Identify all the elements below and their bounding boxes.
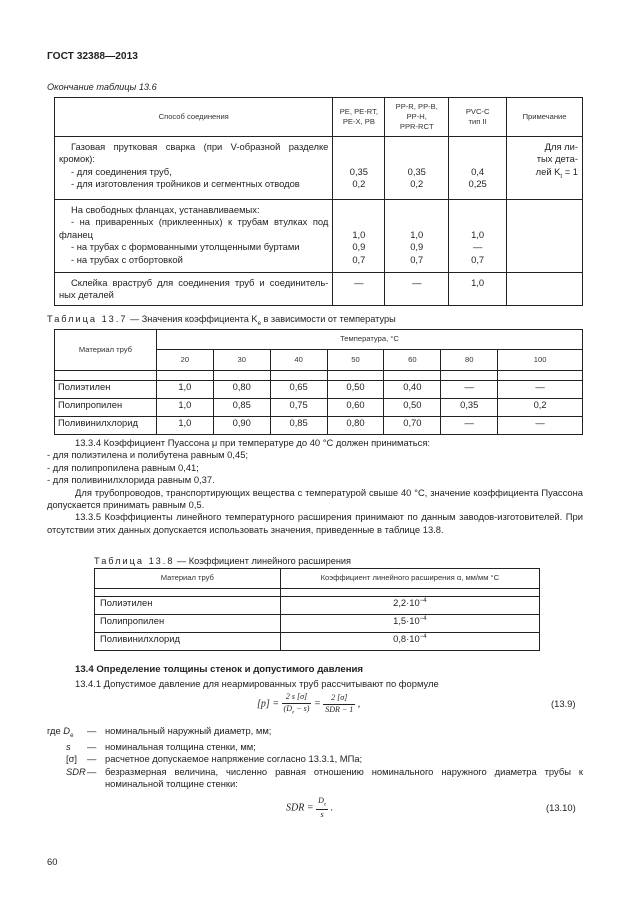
formula-13-10: SDR = $\frac{D_e}{s}$ . [286, 796, 334, 820]
paragraph-13-4-1: 13.4.1 Допустимое давление для неармированных труб рассчитывают по формуле [75, 678, 439, 689]
standard-header: ГОСТ 32388—2013 [47, 51, 138, 62]
table-13-8 [94, 568, 540, 651]
section-heading: 13.4 Определение толщины стенок и допустимого давления [75, 664, 363, 675]
col-note: Примечание [507, 98, 583, 137]
table-row: Полиэтилен 1,0 0,80 0,65 0,50 0,40 — — [55, 381, 583, 399]
col-pvc: PVC-C тип II [449, 98, 507, 137]
table-row: Полипропилен 1,0 0,85 0,75 0,60 0,50 0,35 0,2 [55, 399, 583, 417]
col-material: Материал труб [55, 330, 157, 371]
table-13-6-caption: Окончание таблицы 13.6 [47, 82, 157, 92]
col-pp: PP-R, PP-B, PP-H, PPR-RCT [385, 98, 449, 137]
symbol-legend [47, 725, 583, 790]
col-joint-method: Способ соединения [55, 98, 333, 137]
legend-item: [σ] — расчетное допускаемое напряжение согласно 13.3.1, МПа; [66, 753, 363, 765]
table-13-7-caption: Таблица 13.7 — Значения коэффициента $K_e$ в зависимости от температуры [47, 314, 396, 327]
table-13-8-caption: Таблица 13.8 — Коэффициент линейного расширения [94, 556, 352, 566]
table-row: Полипропилен $1,5\cdot 10^{-4}$ [95, 615, 540, 633]
col-pe: PE, PE-RT, PE-X, PB [333, 98, 385, 137]
table-13-7: Материал труб Температура, °С 20 30 40 50 60 80 100 Полиэтилен 1,0 0,80 0,65 0,50 0,40 — — Полипропилен 1,0 0,85 0,75 0,60 0,50 0,35 0,2 Поливинилхлорид 1,0 0,90 0,85 0,80 0,70 — — [54, 329, 583, 435]
legend-item: где $D_e$ — номинальный наружный диаметр, мм; [47, 725, 272, 739]
equation-number: (13.9) [551, 698, 576, 709]
page-number: 60 [47, 856, 58, 867]
legend-item: SDR — безразмерная величина, численно равная отношению номинального наружного диаметра трубы к номинальной толщине стенки: [66, 765, 583, 789]
table-row: Полиэтилен $2,2\cdot 10^{-4}$ [95, 597, 540, 615]
table-row: Поливинилхлорид 1,0 0,90 0,85 0,80 0,70 — — [55, 417, 583, 435]
col-temperature: Температура, °С [156, 330, 582, 350]
formula-13-9: [p] = $\frac{2 s [\sigma]}{(D_e - s)}$ = $\frac{2 [\sigma]}{\text{SDR − 1}}$ , [257, 692, 361, 716]
paragraph-13-3-4: 13.3.4 Коэффициент Пуассона μ при температуре до 40 °С должен приниматься: - для полиэтилена и полибутена равным 0,45; - для полипропилена равным 0,41; - для поливинилхлорида равным 0,37. Для трубопроводов, транспортирующих вещества с температурой свыше 40 °С, значение коэффициента Пуассона допускается принимать равным 0,5. 13.3.5 Коэффициенты линейного температурного расширения принимают по данным заводов-изготовителей. При отсутствии этих данных допускается использовать значения, приведенные в таблице 13.8. [47, 437, 583, 535]
table-13-6 [54, 97, 583, 306]
note-cell: Для ли- тых дета- лей $K_t = 1$ [507, 137, 583, 200]
table-row: Склейка враструб для соединения труб и соединитель-ных деталей — — 1,0 [55, 273, 583, 306]
table-row: На свободных фланцах, устанавливаемых: - на приваренных (приклеенных) к трубам втулках под фланец - на трубах с формованными утолщенными буртами - на трубах с отбортовкой 1,0 0,9 0,7 1,0 0,9 0,7 1,0 — 0,7 [55, 200, 583, 273]
legend-item: s — номинальная толщина стенки, мм; [66, 740, 256, 752]
col-coefficient: Коэффициент линейного расширения α, мм/мм °С [280, 569, 539, 589]
equation-number: (13.10) [546, 802, 576, 813]
table-row: Поливинилхлорид $0,8\cdot 10^{-4}$ [95, 633, 540, 651]
col-material: Материал труб [95, 569, 281, 589]
table-row: Газовая прутковая сварка (при V-образной разделке кромок): - для соединения труб, - для изготовления тройников и сегментных отводов 0,35 0,2 0,35 0,2 0,4 0,25 Для ли- тых дета- лей $K_t = 1$ [55, 137, 583, 200]
